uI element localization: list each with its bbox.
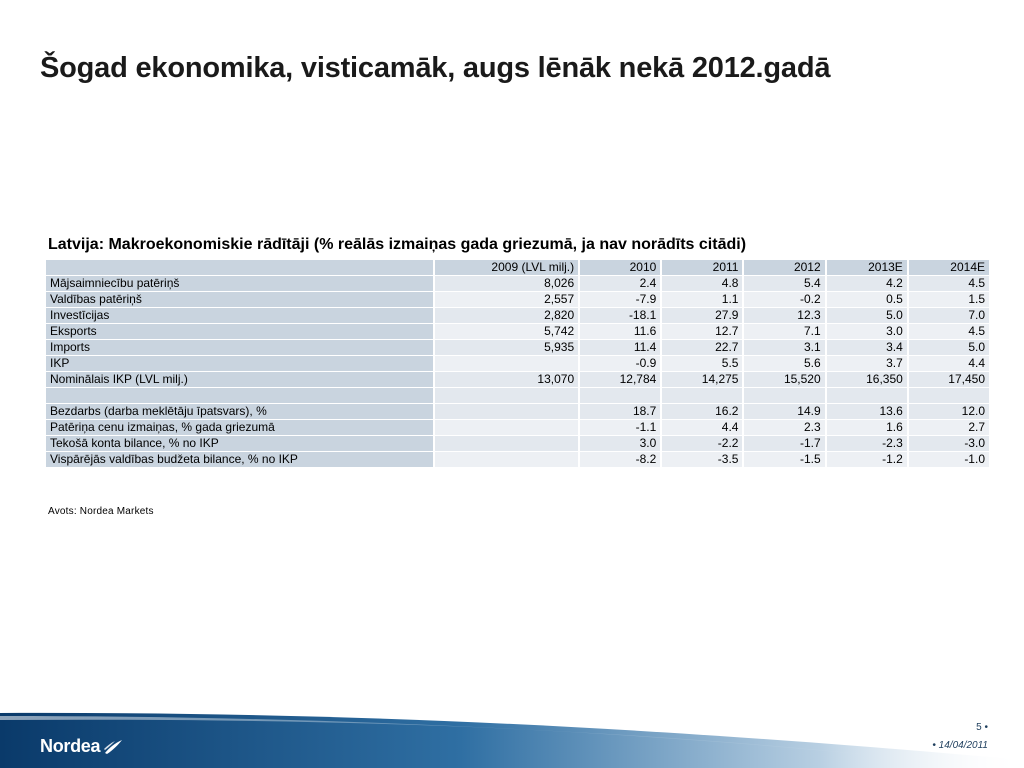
header-cell: 2013E: [827, 260, 907, 275]
table-cell: -2.3: [827, 436, 907, 451]
table-cell: -8.2: [580, 452, 660, 467]
table-cell: 11.4: [580, 340, 660, 355]
table-cell: 2.7: [909, 420, 989, 435]
table-cell: 1.5: [909, 292, 989, 307]
table-cell: 5.4: [744, 276, 824, 291]
table-cell: 3.0: [580, 436, 660, 451]
table-cell: -1.7: [744, 436, 824, 451]
table-cell: 1.1: [662, 292, 742, 307]
table-cell: -0.2: [744, 292, 824, 307]
page-number: 5 •: [976, 722, 988, 733]
table-cell: 4.5: [909, 324, 989, 339]
table-cell: 4.4: [909, 356, 989, 371]
slide-title: Šogad ekonomika, visticamāk, augs lēnāk nekā 2012.gadā: [40, 52, 831, 84]
row-label: IKP: [46, 356, 433, 371]
table-cell: 5.6: [744, 356, 824, 371]
table-cell: 2.3: [744, 420, 824, 435]
row-label: Bezdarbs (darba meklētāju īpatsvars), %: [46, 404, 433, 419]
table-cell: 12,784: [580, 372, 660, 387]
table-cell: -1.5: [744, 452, 824, 467]
slide-date: • 14/04/2011: [932, 740, 988, 751]
table-cell: 0.5: [827, 292, 907, 307]
header-cell: 2012: [744, 260, 824, 275]
table-cell: 17,450: [909, 372, 989, 387]
table-cell: 16.2: [662, 404, 742, 419]
table-cell: 13.6: [827, 404, 907, 419]
table-cell: 5.5: [662, 356, 742, 371]
table-cell: -1.0: [909, 452, 989, 467]
table-cell: 8,026: [435, 276, 578, 291]
table-cell: 11.6: [580, 324, 660, 339]
header-cell: 2009 (LVL milj.): [435, 260, 578, 275]
table-cell: 2,820: [435, 308, 578, 323]
table-cell: 4.5: [909, 276, 989, 291]
table-cell: -1.2: [827, 452, 907, 467]
row-label: Vispārējās valdības budžeta bilance, % no IKP: [46, 452, 433, 467]
table-cell: 3.1: [744, 340, 824, 355]
table-cell: 12.7: [662, 324, 742, 339]
row-label: Tekošā konta bilance, % no IKP: [46, 436, 433, 451]
header-cell: 2014E: [909, 260, 989, 275]
table-cell: 1.6: [827, 420, 907, 435]
table-cell: 13,070: [435, 372, 578, 387]
header-cell: 2010: [580, 260, 660, 275]
row-label: Eksports: [46, 324, 433, 339]
table-cell: 4.8: [662, 276, 742, 291]
table-cell: 2,557: [435, 292, 578, 307]
logo-text: Nordea: [40, 736, 101, 756]
table-cell: 14,275: [662, 372, 742, 387]
row-label: Investīcijas: [46, 308, 433, 323]
row-label: Nominālais IKP (LVL milj.): [46, 372, 433, 387]
table-cell: 4.2: [827, 276, 907, 291]
table-cell: 12.0: [909, 404, 989, 419]
table-cell: -18.1: [580, 308, 660, 323]
table-cell: 15,520: [744, 372, 824, 387]
table-cell: 22.7: [662, 340, 742, 355]
table-cell: 7.1: [744, 324, 824, 339]
table-cell: 18.7: [580, 404, 660, 419]
table-cell: 4.4: [662, 420, 742, 435]
row-label: Imports: [46, 340, 433, 355]
table-cell: -7.9: [580, 292, 660, 307]
sail-icon: [103, 739, 123, 755]
table-cell: 5.0: [909, 340, 989, 355]
table-caption: Latvija: Makroekonomiskie rādītāji (% reālās izmaiņas gada griezumā, ja nav norādīts citādi): [48, 236, 747, 253]
table-cell: 12.3: [744, 308, 824, 323]
table-cell: 2.4: [580, 276, 660, 291]
table-cell: 14.9: [744, 404, 824, 419]
row-label: Patēriņa cenu izmaiņas, % gada griezumā: [46, 420, 433, 435]
row-label: Valdības patēriņš: [46, 292, 433, 307]
header-cell: 2011: [662, 260, 742, 275]
table-cell: 3.7: [827, 356, 907, 371]
table-cell: -3.5: [662, 452, 742, 467]
table-cell: 16,350: [827, 372, 907, 387]
table-cell: 27.9: [662, 308, 742, 323]
table-cell: -0.9: [580, 356, 660, 371]
table-cell: 5,935: [435, 340, 578, 355]
table-cell: 5.0: [827, 308, 907, 323]
table-cell: 3.4: [827, 340, 907, 355]
table-cell: -3.0: [909, 436, 989, 451]
table-cell: 5,742: [435, 324, 578, 339]
table-cell: 7.0: [909, 308, 989, 323]
row-label: Mājsaimniecību patēriņš: [46, 276, 433, 291]
table-cell: 3.0: [827, 324, 907, 339]
table-cell: -1.1: [580, 420, 660, 435]
source-note: Avots: Nordea Markets: [48, 506, 154, 517]
nordea-logo: [40, 736, 123, 757]
table-cell: -2.2: [662, 436, 742, 451]
